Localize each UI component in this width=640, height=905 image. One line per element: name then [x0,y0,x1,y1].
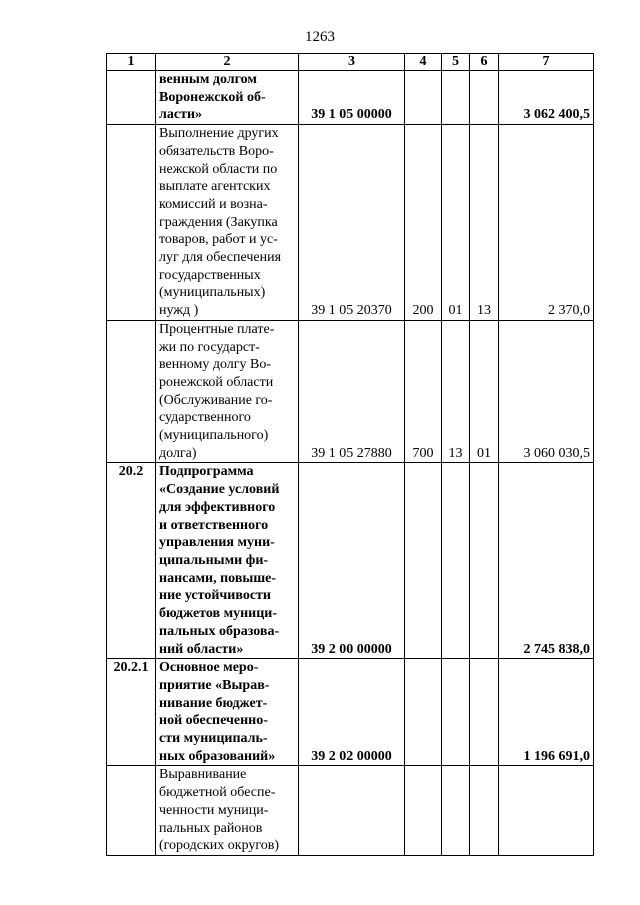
column-header: 6 [470,54,499,71]
page-number: 1263 [305,29,335,45]
row-description [156,71,299,125]
description-line: (муниципальных) [159,285,266,301]
section-code [442,463,470,659]
budget-table [106,53,594,856]
amount: 2 370,0 [499,125,594,321]
description-line: ципальными фи- [159,552,269,568]
column-header: 3 [299,54,405,71]
subsection-code [470,766,499,856]
description-line: государственных [159,267,261,283]
description-line: жи по государст- [159,339,260,355]
amount: 3 060 030,5 [499,320,594,463]
description-line: управления муни- [159,535,275,551]
table-row [107,463,594,659]
description-line: венным долгом [159,72,257,87]
row-number [107,766,156,856]
description-line: пальных образова- [159,623,280,639]
row-number [107,71,156,125]
description-line: «Создание условий [159,482,280,498]
section-code: 01 [442,125,470,321]
description-line: долга) [159,445,197,461]
target-code: 39 1 05 27880 [299,320,405,463]
expense-type [405,659,442,766]
description-line: сти муниципаль- [159,731,268,747]
description-line: Воронежской об- [159,89,266,105]
description-line: обязательств Воро- [159,143,274,159]
description-line: Выравнивание [159,767,247,783]
description-line: ласти» [159,107,203,123]
row-description [156,125,299,321]
section-code [442,659,470,766]
description-line: граждения (Закупка [159,214,278,230]
description-line: луг для обеспечения [159,250,282,266]
description-line: нансами, повыше- [159,570,277,586]
section-code [442,71,470,125]
description-line: ронежской области [159,374,274,390]
header-row [107,54,594,71]
table-row [107,71,594,125]
description-line: ние устойчивости [159,588,271,604]
description-line: (городских округов) [159,838,280,854]
description-line: Основное меро- [159,660,259,676]
target-code [299,766,405,856]
amount: 2 745 838,0 [499,463,594,659]
row-description [156,659,299,766]
description-line: ной обеспеченно- [159,713,268,729]
description-line: выплате агентских [159,179,271,195]
subsection-code [470,659,499,766]
row-description [156,463,299,659]
description-line: нежской области по [159,161,278,177]
description-line: нивание бюджет- [159,695,268,711]
subsection-code: 01 [470,320,499,463]
description-line: венному долгу Во- [159,357,271,373]
row-number: 20.2.1 [107,659,156,766]
target-code: 39 2 00 00000 [299,463,405,659]
row-number: 20.2 [107,463,156,659]
expense-type: 200 [405,125,442,321]
description-line: нужд ) [159,303,199,319]
amount: 3 062 400,5 [499,71,594,125]
description-line: комиссий и возна- [159,196,268,212]
row-number [107,320,156,463]
column-header: 7 [499,54,594,71]
target-code: 39 2 02 00000 [299,659,405,766]
row-description [156,766,299,856]
subsection-code: 13 [470,125,499,321]
target-code: 39 1 05 00000 [299,71,405,125]
subsection-code [470,71,499,125]
description-line: пальных районов [159,820,263,836]
amount: 1 196 691,0 [499,659,594,766]
section-code: 13 [442,320,470,463]
description-line: Подпрограмма [159,464,254,480]
section-code [442,766,470,856]
expense-type [405,71,442,125]
description-line: Процентные плате- [159,321,275,337]
description-line: ченности муници- [159,802,269,818]
description-line: товаров, работ и ус- [159,232,278,248]
description-line: ных образований» [159,748,276,764]
column-header: 2 [156,54,299,71]
description-line: приятие «Вырав- [159,677,270,693]
table-row [107,766,594,856]
description-line: бюджетной обеспе- [159,785,276,801]
description-line: и ответственного [159,517,269,533]
description-line: (Обслуживание го- [159,392,273,408]
description-line: для эффективного [159,499,276,515]
row-description [156,320,299,463]
table-row [107,125,594,321]
description-line: Выполнение других [159,126,279,142]
table-row [107,659,594,766]
column-header: 1 [107,54,156,71]
table-row [107,320,594,463]
expense-type [405,766,442,856]
column-header: 4 [405,54,442,71]
target-code: 39 1 05 20370 [299,125,405,321]
column-header: 5 [442,54,470,71]
description-line: сударственного [159,410,251,426]
description-line: ний области» [159,641,244,657]
description-line: (муниципального) [159,428,269,444]
expense-type: 700 [405,320,442,463]
row-number [107,125,156,321]
amount [499,766,594,856]
description-line: бюджетов муници- [159,606,278,622]
expense-type [405,463,442,659]
subsection-code [470,463,499,659]
